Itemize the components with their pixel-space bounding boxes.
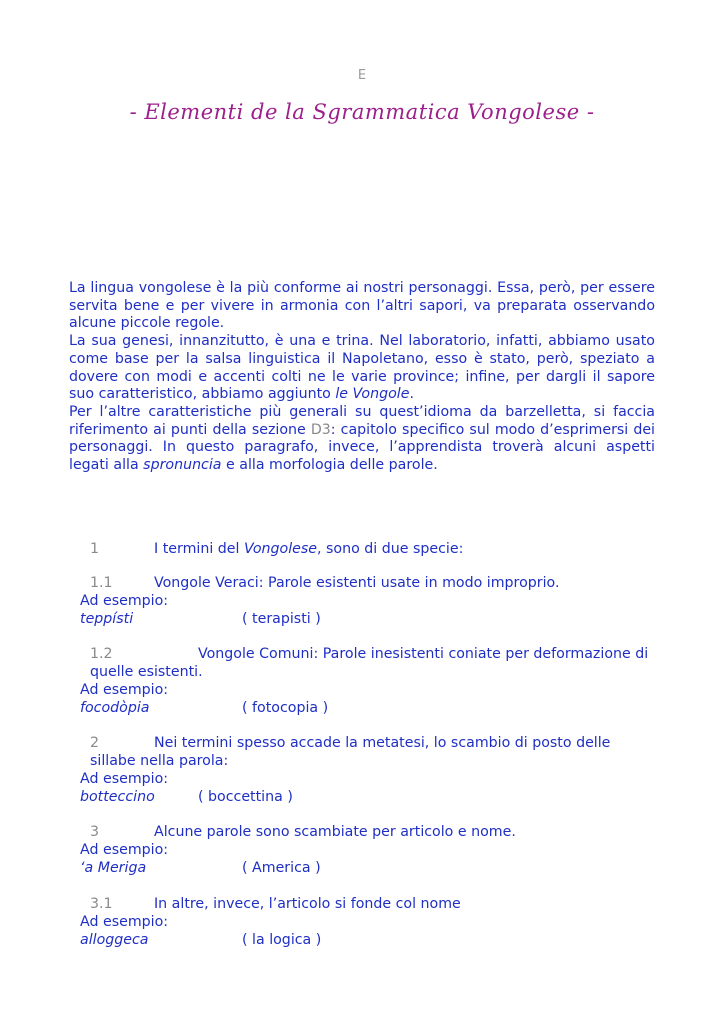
rule-text: Vongole Veraci: Parole esistenti usate in modo improprio. — [154, 575, 560, 591]
rule-2 — [80, 734, 660, 806]
rule-3-1-line — [80, 895, 660, 913]
example-label: Ad esempio: — [80, 914, 169, 930]
page-title: - Elementi de la Sgrammatica Vongolese - — [129, 100, 595, 124]
rule-1-1 — [80, 574, 660, 628]
rule-number: 1.2 — [90, 646, 113, 662]
intro-p2-text-a: La sua genesi, innanzitutto, è una e trina. Nel laboratorio, infatti, abbiamo usato come base per la salsa linguistica il Napoletano, esso è stato, però, speziato a dovere con modi e accenti colti ne le varie province; infine, per dargli il sapore suo caratteristico, abbiamo aggiunto — [69, 333, 655, 403]
rule-number: 1.1 — [90, 575, 113, 591]
rule-3 — [80, 823, 660, 877]
example-label: Ad esempio: — [80, 593, 169, 609]
rule-1-2-line — [80, 645, 660, 681]
example-word: alloggeca — [80, 932, 149, 948]
rule-2-line — [80, 734, 660, 770]
example-word: ‘a Meriga — [80, 860, 147, 876]
example-row — [80, 931, 660, 949]
intro-p3-text-a: Per l’altre caratteristiche più generali su quest’idioma da barzelletta, si faccia riferimento ai punti della sezione — [69, 403, 655, 438]
example-gloss: ( la logica ) — [242, 932, 322, 948]
rule-number: 1 — [90, 541, 100, 557]
example-label: Ad esempio: — [80, 842, 169, 858]
rule-3-line — [80, 823, 660, 841]
rule-number: 3 — [90, 824, 100, 840]
rule-1-emphasis: Vongolese — [243, 541, 317, 557]
rule-3-1 — [80, 895, 660, 949]
intro-paragraph-3 — [69, 404, 655, 475]
rule-text: Nei termini spesso accade la metatesi, lo scambio di posto delle sillabe nella parola: — [90, 735, 611, 769]
example-word: botteccino — [80, 789, 155, 805]
intro-p3-text-b: : capitolo specifico sul modo d’esprimersi dei personaggi. In questo paragrafo, invece, l’apprendista troverà alcuni aspetti legati alla — [69, 421, 655, 474]
example-label: Ad esempio: — [80, 682, 169, 698]
intro-p3-text-c: e alla morfologia delle parole. — [221, 457, 438, 474]
rule-text: Vongole Comuni: Parole inesistenti coniate per deformazione di quelle esistenti. — [90, 646, 649, 680]
intro-text — [69, 280, 655, 475]
section-letter: E — [357, 68, 367, 83]
example-row — [80, 699, 660, 717]
rule-1 — [80, 540, 660, 558]
example-word: teppísti — [80, 611, 134, 627]
rule-1-text-b: , sono di due specie: — [317, 541, 464, 557]
rule-text: Alcune parole sono scambiate per articolo e nome. — [154, 824, 516, 840]
intro-paragraph-1: La lingua vongolese è la più conforme ai nostri personaggi. Essa, però, per essere servita bene e per vivere in armonia con l’altri sapori, va preparata osservando alcune piccole regole. — [69, 280, 655, 332]
rule-1-1-line — [80, 574, 660, 592]
intro-p3-emphasis: spronuncia — [143, 457, 222, 474]
intro-p2-emphasis: le Vongole — [335, 386, 410, 403]
example-row — [80, 788, 660, 806]
example-row — [80, 859, 660, 877]
example-word: focodòpia — [80, 700, 150, 716]
section-reference: D3 — [310, 421, 331, 438]
example-row — [80, 610, 660, 628]
rule-number: 2 — [90, 735, 100, 751]
rule-number: 3.1 — [90, 896, 113, 912]
example-label: Ad esempio: — [80, 771, 169, 787]
example-gloss: ( America ) — [242, 860, 321, 876]
example-gloss: ( fotocopia ) — [242, 700, 329, 716]
rule-1-2 — [80, 645, 660, 717]
example-gloss: ( terapisti ) — [242, 611, 321, 627]
rule-1-text-a: I termini del — [154, 541, 244, 557]
intro-p2-text-b: . — [409, 386, 414, 403]
intro-paragraph-2 — [69, 333, 655, 404]
rule-text: In altre, invece, l’articolo si fonde col nome — [154, 896, 461, 912]
example-gloss: ( boccettina ) — [198, 789, 293, 805]
rule-1-line — [80, 540, 660, 558]
